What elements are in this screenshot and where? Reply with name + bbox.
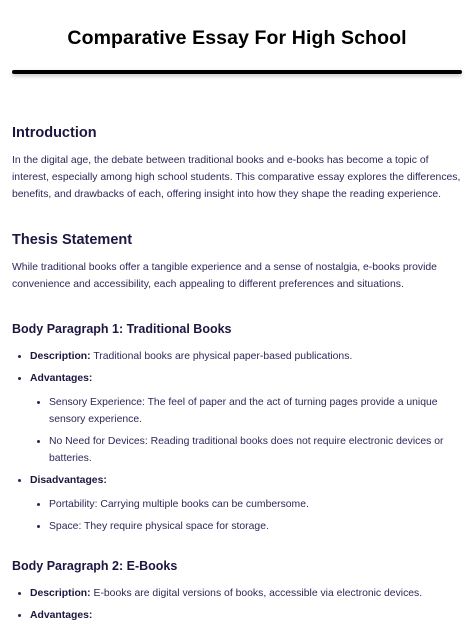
body1-heading: Body Paragraph 1: Traditional Books	[12, 322, 232, 336]
body1-disadvantages-list	[30, 496, 462, 535]
document-title: Comparative Essay For High School	[67, 27, 407, 49]
body1-description-item	[30, 348, 462, 365]
body2-description-text: E-books are digital versions of books, accessible via electronic devices.	[93, 588, 423, 599]
body2-heading: Body Paragraph 2: E-Books	[12, 559, 178, 573]
introduction-heading: Introduction	[12, 125, 97, 141]
title-divider	[12, 70, 462, 74]
body1-disadvantage-item: • Space: They require physical space for storage.	[49, 518, 462, 535]
body1-description-label: Description:	[30, 351, 91, 362]
document-content	[12, 124, 462, 624]
body1-advantages-label: Advantages:	[30, 373, 93, 384]
body2-advantages-label: Advantages:	[30, 610, 93, 621]
body1-list	[12, 348, 462, 535]
body1-advantage-item: • Sensory Experience: The feel of paper and the act of turning pages provide a unique sensory experience.	[49, 394, 462, 428]
body1-description-text: Traditional books are physical paper-based publications.	[93, 351, 353, 362]
body1-disadvantages-label: Disadvantages:	[30, 475, 107, 486]
body1-disadvantage-item: • Portability: Carrying multiple books can be cumbersome.	[49, 496, 462, 513]
body2-advantages-item	[30, 607, 462, 624]
thesis-heading: Thesis Statement	[12, 232, 133, 248]
body1-disadvantages-item	[30, 472, 462, 535]
body2-description-label: Description:	[30, 588, 91, 599]
body2-description-item	[30, 585, 462, 602]
thesis-text: While traditional books offer a tangible experience and a sense of nostalgia, e-books provide convenience and accessibility, each appealing to different preferences and situations.	[12, 262, 437, 290]
body1-advantages-list	[30, 394, 462, 467]
body1-advantage-item: • No Need for Devices: Reading traditional books does not require electronic devices or batteries.	[49, 433, 462, 467]
introduction-text: In the digital age, the debate between traditional books and e-books has become a topic of interest, especially among high school students. This comparative essay explores the differences, benefits, and drawbacks of each, offering insight into how they shape the reading experience.	[12, 155, 461, 200]
body2-list	[12, 585, 462, 624]
body1-advantages-item	[30, 370, 462, 467]
